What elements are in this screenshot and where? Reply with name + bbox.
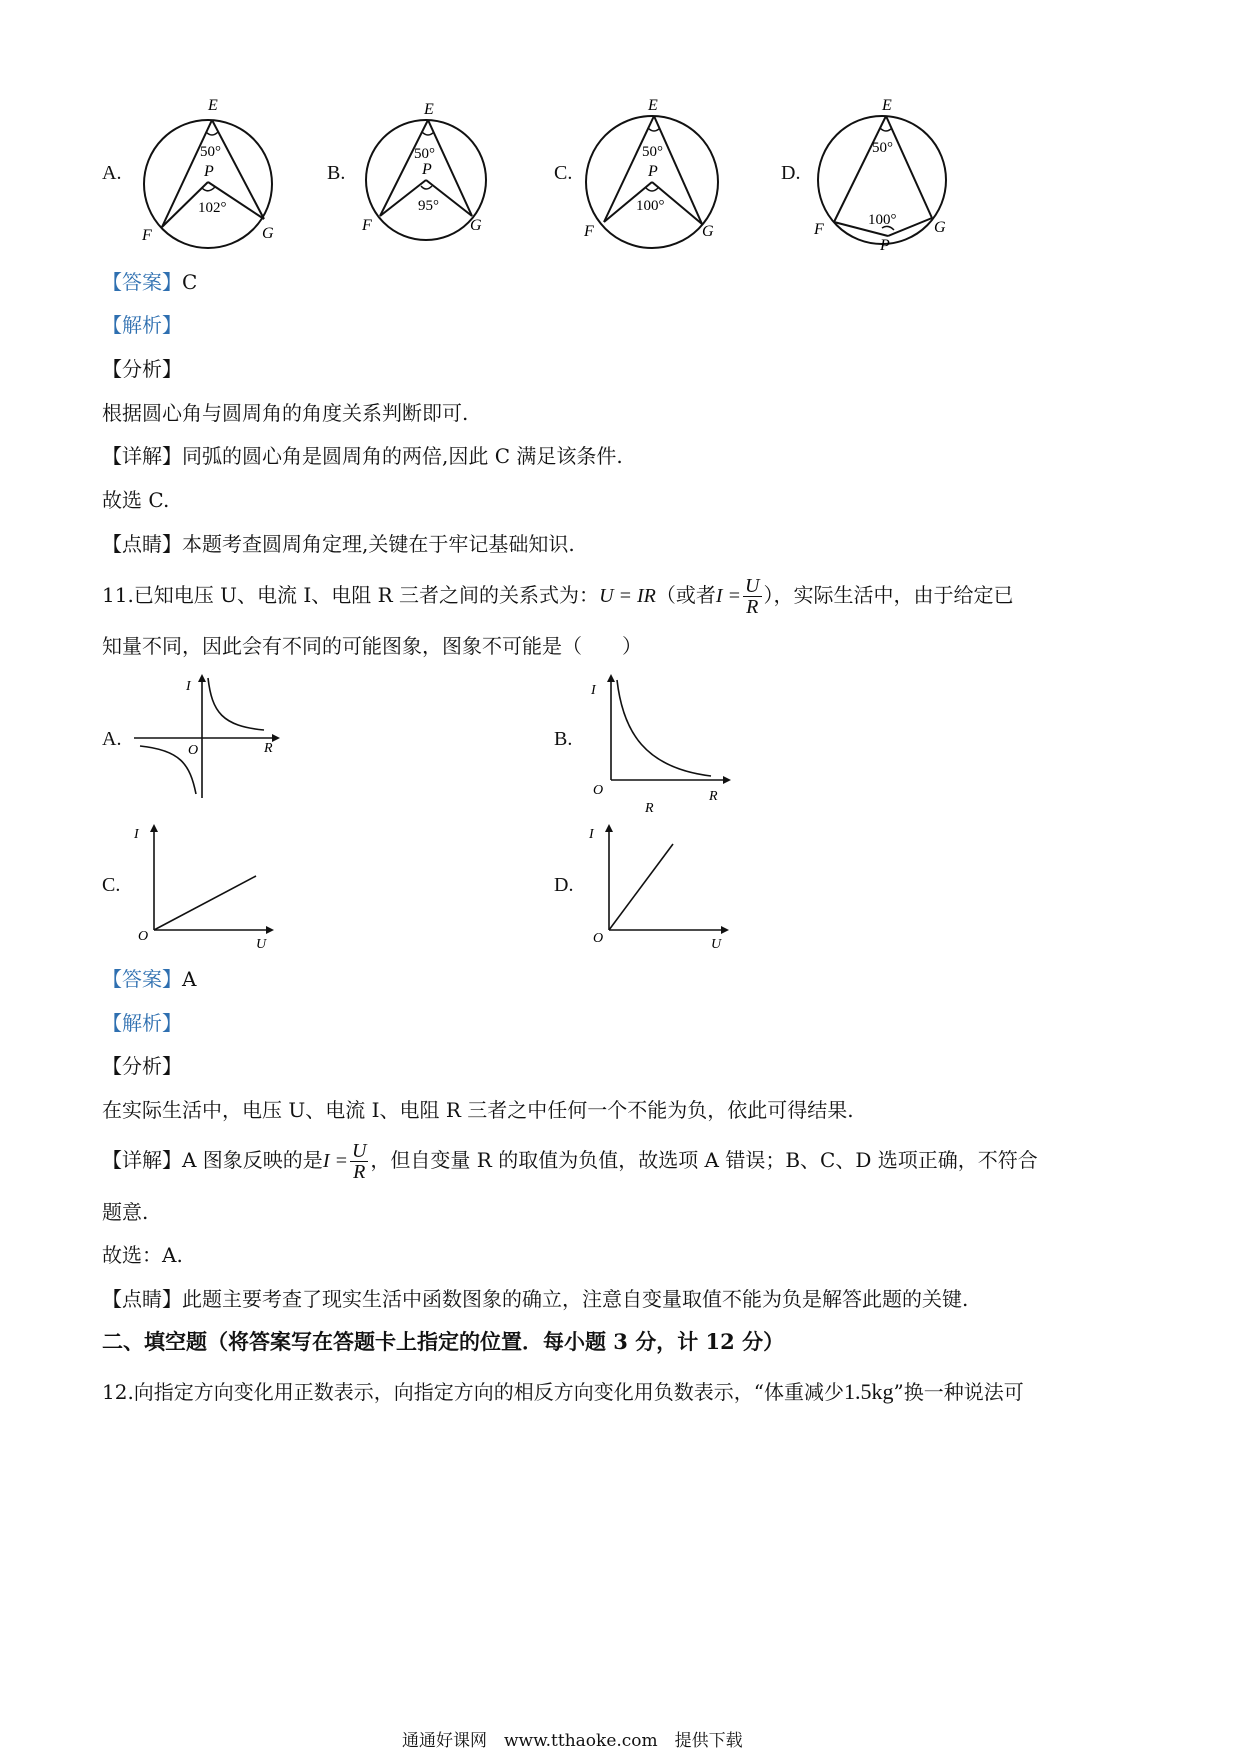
- dianjing-text: 此题主要考查了现实生活中函数图象的确立，注意自变量取值不能为负是解答此题的关键.: [182, 1287, 969, 1311]
- section-heading: 二、填空题（将答案写在答题卡上指定的位置．每小题 3 分，计 12 分）: [102, 1329, 785, 1354]
- answer-tag: 【答案】: [102, 270, 182, 294]
- q11-option-d-graph: [585, 822, 745, 952]
- angle-p: 102°: [198, 200, 227, 216]
- detail-frac-den: R: [353, 1161, 366, 1183]
- q11-choose: 故选：A.: [102, 1243, 183, 1267]
- detail-text-a: A 图象反映的是: [182, 1148, 323, 1172]
- axis-x-label: R: [709, 789, 718, 804]
- q11-option-d-letter: D.: [554, 874, 574, 896]
- q10-answer: [102, 268, 197, 296]
- q10-choose: 故选 C.: [102, 488, 170, 512]
- label-g: G: [702, 223, 714, 240]
- axis-y-label: I: [134, 827, 139, 842]
- q12-text-b: ”换一种说法可: [893, 1380, 1024, 1404]
- q10-option-b-letter: B.: [327, 162, 346, 184]
- angle-e: 50°: [872, 140, 893, 156]
- label-p: P: [880, 237, 890, 252]
- label-g: G: [262, 225, 274, 242]
- q11-or: （或者: [655, 583, 716, 607]
- angle-e: 50°: [414, 146, 435, 162]
- q11-option-a-letter: A.: [102, 728, 122, 750]
- label-g: G: [470, 217, 482, 234]
- axis-x-label: U: [256, 937, 267, 952]
- q11-dianjing: [102, 1285, 968, 1313]
- label-e: E: [208, 97, 218, 114]
- answer-value: C: [182, 270, 198, 294]
- q12-value: 1.5kg: [844, 1379, 894, 1404]
- q10-analysis-tag: 【解析】: [102, 313, 182, 337]
- label-f: F: [362, 217, 372, 234]
- q11-frac-lhs: I =: [715, 585, 742, 607]
- detail-text-b: ，但自变量 R 的取值为负值，故选项 A 错误；B、C、D 选项正确，不符合: [370, 1148, 1038, 1172]
- q11-option-b-letter: B.: [554, 728, 573, 750]
- detail-tag: 【详解】: [102, 1148, 182, 1172]
- q11-detail: [102, 1134, 1038, 1187]
- q11-option-c-letter: C.: [102, 874, 121, 896]
- axis-y-label: I: [591, 683, 596, 698]
- q11-fenxi-text: 在实际生活中，电压 U、电流 I、电阻 R 三者之中任何一个不能为负，依此可得结果.: [102, 1098, 854, 1122]
- q10-option-c-letter: C.: [554, 162, 573, 184]
- angle-e: 50°: [200, 144, 221, 160]
- label-p: P: [204, 163, 214, 180]
- q11-stem-a: 11.已知电压 U、电流 I、电阻 R 三者之间的关系式为：: [102, 583, 600, 607]
- axis-x-label: R: [264, 741, 273, 756]
- q12-text-a: 12.向指定方向变化用正数表示，向指定方向的相反方向变化用负数表示，“体重减少: [102, 1380, 845, 1404]
- axis-y-label: I: [589, 827, 594, 842]
- q10-dianjing: [102, 530, 575, 558]
- label-f: F: [142, 227, 152, 244]
- q11-formula: U = IR: [599, 585, 656, 607]
- q11-fraction: [743, 576, 761, 617]
- q11-analysis-tag: 【解析】: [102, 1011, 182, 1035]
- extra-label: R: [645, 801, 654, 812]
- q11-option-b-graph: [585, 672, 745, 812]
- q11-detail-cont: 题意.: [102, 1200, 149, 1224]
- answer-tag: 【答案】: [102, 967, 182, 991]
- q10-option-c-diagram: [582, 92, 722, 252]
- axis-x-label: U: [711, 937, 722, 952]
- label-e: E: [648, 97, 658, 114]
- q12-stem: [102, 1378, 1024, 1406]
- origin-label: O: [593, 931, 604, 946]
- angle-p: 100°: [868, 212, 897, 228]
- origin-label: O: [188, 743, 199, 758]
- angle-p: 95°: [418, 198, 439, 214]
- detail-tag: 【详解】: [102, 444, 182, 468]
- q11-option-c-graph: [130, 822, 290, 952]
- q11-frac-num: U: [745, 575, 760, 597]
- page-footer: 通通好课网 www.tthaoke.com 提供下载: [402, 1731, 743, 1751]
- q10-option-a-diagram: [140, 92, 280, 252]
- detail-frac-num: U: [351, 1140, 367, 1162]
- q11-stem-line2: 知量不同，因此会有不同的可能图象，图象不可能是（ ）: [102, 634, 642, 658]
- label-f: F: [584, 223, 594, 240]
- dianjing-tag: 【点睛】: [102, 1287, 182, 1311]
- detail-text: 同弧的圆心角是圆周角的两倍,因此 C 满足该条件.: [182, 444, 623, 468]
- label-e: E: [882, 97, 892, 114]
- q11-stem-b: ），实际生活中，由于给定已: [763, 583, 1014, 607]
- q10-option-b-diagram: [360, 98, 490, 248]
- q11-frac-den: R: [746, 596, 759, 618]
- origin-label: O: [593, 783, 604, 798]
- answer-value: A: [182, 967, 197, 991]
- dianjing-text: 本题考查圆周角定理,关键在于牢记基础知识.: [182, 532, 575, 556]
- angle-p: 100°: [636, 198, 665, 214]
- q11-fenxi-tag: 【分析】: [102, 1054, 182, 1078]
- label-p: P: [422, 161, 432, 178]
- q10-fenxi-tag: 【分析】: [102, 357, 182, 381]
- label-p: P: [648, 163, 658, 180]
- q11-stem-line1: [102, 570, 1014, 621]
- label-e: E: [424, 101, 434, 118]
- q10-detail: [102, 442, 623, 470]
- q11-answer: [102, 965, 196, 993]
- axis-y-label: I: [186, 679, 191, 694]
- q10-option-d-diagram: [810, 92, 960, 252]
- q10-option-d-letter: D.: [781, 162, 801, 184]
- label-g: G: [934, 219, 946, 236]
- origin-label: O: [138, 929, 149, 944]
- q11-option-a-graph: [130, 672, 290, 802]
- detail-fraction: [350, 1141, 368, 1182]
- q10-option-a-letter: A.: [102, 162, 122, 184]
- label-f: F: [814, 221, 824, 238]
- q10-fenxi-text: 根据圆心角与圆周角的角度关系判断即可.: [102, 401, 469, 425]
- dianjing-tag: 【点睛】: [102, 532, 182, 556]
- detail-frac-lhs: I =: [322, 1150, 348, 1172]
- angle-e: 50°: [642, 144, 663, 160]
